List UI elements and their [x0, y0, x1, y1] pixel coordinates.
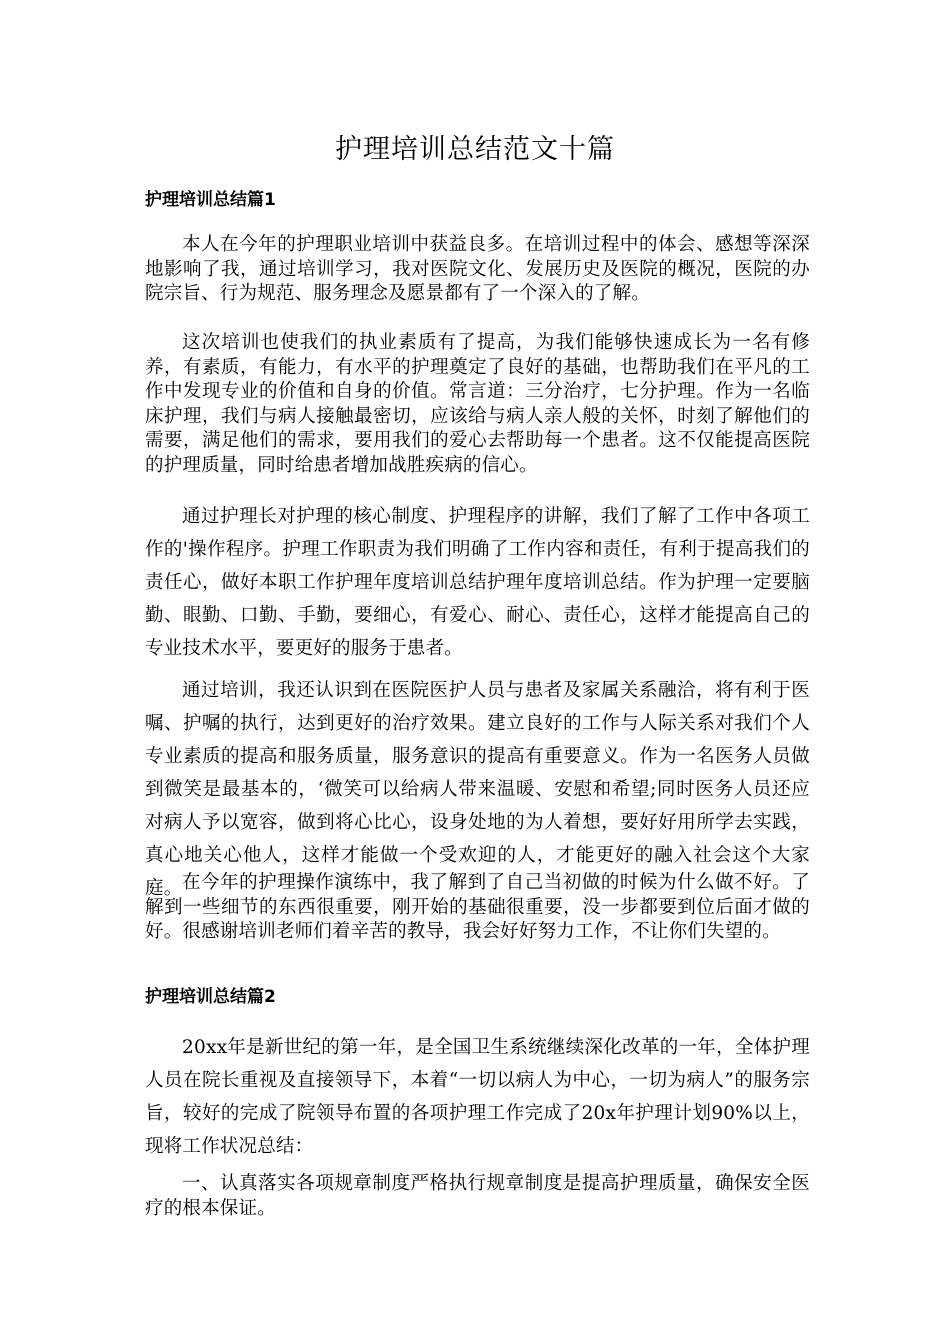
section-heading-2: 护理培训总结篇2 — [145, 987, 276, 1007]
section-heading-1: 护理培训总结篇1 — [145, 190, 276, 210]
section-1-paragraph-4: 通过培训，我还认识到在医院医护人员与患者及家属关系融洽，将有利于医嘱、护嘱的执行，达到更好的治疗效果。建立良好的工作与人际关系对我们个人专业素质的提高和服务质量，服务意识的提高有重要意义。作为一名医务人员做到微笑是最基本的，‘微笑可以给病人带来温暖、安慰和希望;同时医务人员还应对病人予以宽容，做到将心比心，设身处地的为人着想，要好好用所学去实践，真心地关心他人，这样才能做一个受欢迎的人，才能更好的融入社会这个大家庭。 — [145, 680, 810, 899]
document-title: 护理培训总结范文十篇 — [335, 134, 615, 165]
section-2-paragraph-1: 20xx年是新世纪的第一年，是全国卫生系统继续深化改革的一年，全体护理人员在院长重视及直接领导下，本着“一切以病人为中心，一切为病人”的服务宗旨，较好的完成了院领导布置的各项护理工作完成了20x年护理计划90%以上，现将工作状况总结： — [145, 1037, 810, 1157]
section-2-paragraph-2: 一、认真落实各项规章制度严格执行规章制度是提高护理质量，确保安全医疗的根本保证。 — [145, 1173, 810, 1219]
section-1-paragraph-1: 本人在今年的护理职业培训中获益良多。在培训过程中的体会、感想等深深地影响了我，通过培训学习，我对医院文化、发展历史及医院的概况，医院的办院宗旨、行为规范、服务理念及愿景都有了一个深入的了解。 — [145, 234, 810, 304]
section-1-paragraph-2: 这次培训也使我们的执业素质有了提高，为我们能够快速成长为一名有修养，有素质，有能力，有水平的护理奠定了良好的基础，也帮助我们在平凡的工作中发现专业的价值和自身的价值。常言道：三分治疗，七分护理。作为一名临床护理，我们与病人接触最密切，应该给与病人亲人般的关怀，时刻了解他们的需要，满足他们的需求，要用我们的爱心去帮助每一个患者。这不仅能提高医院的护理质量，同时给患者增加战胜疾病的信心。 — [145, 332, 810, 476]
section-1-paragraph-5: 在今年的护理操作演练中，我了解到了自己当初做的时候为什么做不好。了解到一些细节的东西很重要，刚开始的基础很重要，没一步都要到位后面才做的好。很感谢培训老师们着辛苦的教导，我会好好努力工作，不让你们失望的。 — [145, 872, 810, 942]
section-1-paragraph-3: 通过护理长对护理的核心制度、护理程序的讲解，我们了解了工作中各项工作的'操作程序。护理工作职责为我们明确了工作内容和责任，有利于提高我们的责任心，做好本职工作护理年度培训总结护理年度培训总结。作为护理一定要脑勤、眼勤、口勤、手勤，要细心，有爱心、耐心、责任心，这样才能提高自己的专业技术水平，要更好的服务于患者。 — [145, 506, 810, 659]
